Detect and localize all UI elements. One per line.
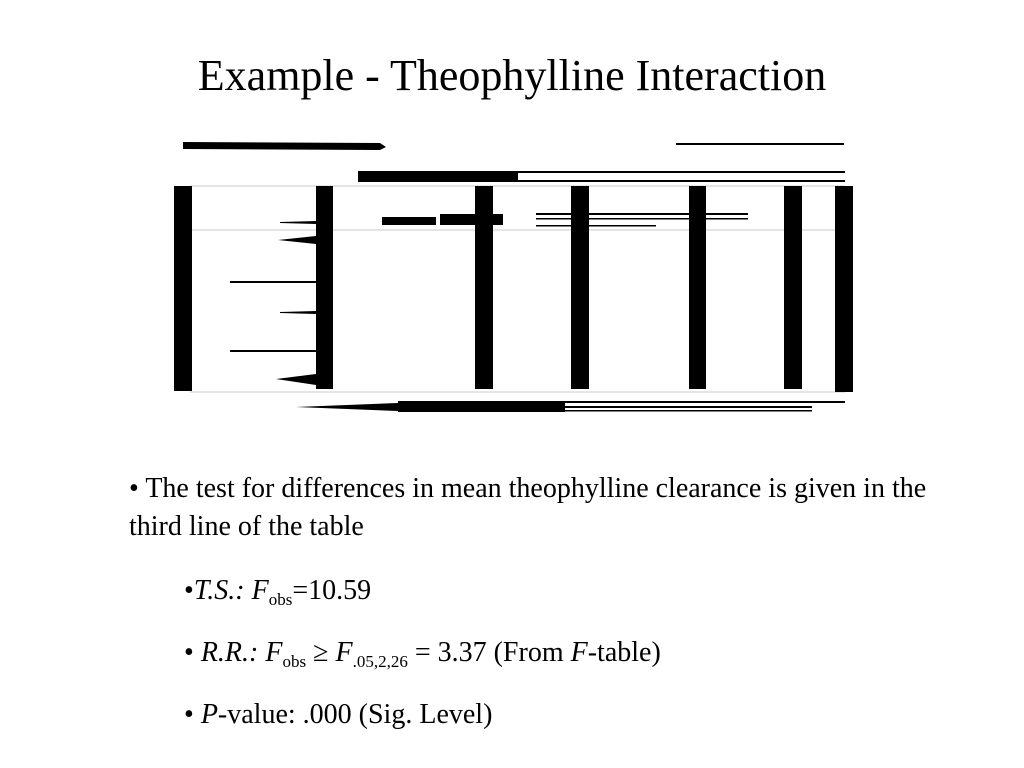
bullet-p-value [184,696,492,734]
f-symbol: F [570,637,588,668]
bullet-marker: • [184,637,194,668]
p-symbol: P [200,699,218,730]
table-rules [190,186,845,392]
bullet-marker: • [184,699,194,730]
p-value-text: -value: .000 (Sig. Level) [217,699,493,730]
rr-value: = 3.37 (From [414,637,564,668]
bullet-marker: • [129,473,139,504]
bullet-main-text: The test for differences in mean theophylline clearance is given in the third line of the table [129,473,927,542]
f-symbol: F [335,637,353,668]
ts-value: =10.59 [292,575,372,606]
bullet-rejection-region [184,634,661,675]
f-subscript: .05,2,26 [352,652,408,671]
bullet-main [129,470,929,546]
f-subscript: obs [282,652,307,671]
bullet-test-statistic [184,572,371,613]
f-symbol: F [265,637,283,668]
rr-tail: -table) [587,637,661,668]
geq-symbol: ≥ [313,637,329,668]
f-subscript: obs [268,590,293,609]
ts-label: T.S.: [193,575,245,606]
f-symbol: F [251,575,269,606]
bullet-marker: • [184,575,194,606]
rr-label: R.R.: [200,637,259,668]
slide-title: Example - Theophylline Interaction [197,51,827,100]
bullet-list [129,470,929,730]
table-bottom-strokes [296,401,845,412]
table-columns [174,186,853,392]
table-top-strokes [183,142,845,182]
